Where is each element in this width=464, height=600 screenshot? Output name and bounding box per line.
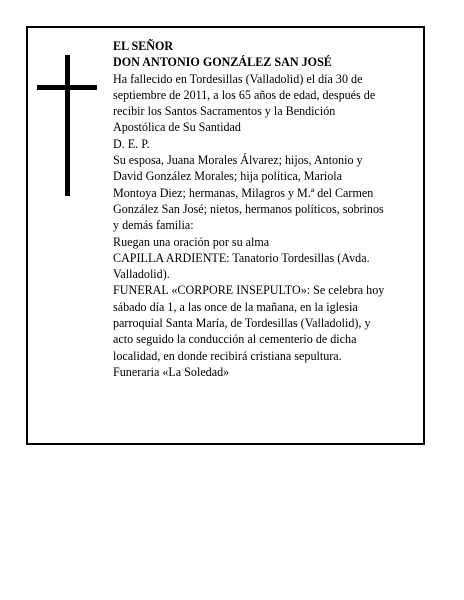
death-line: Ha fallecido en Tordesillas (Valladolid) el día 30 de	[113, 71, 363, 86]
funeral-line: sábado día 1, a las once de la mañana, en la iglesia	[113, 299, 358, 314]
family-line: y demás familia:	[113, 218, 194, 233]
family-line: Su esposa, Juana Morales Álvarez; hijos, Antonio y	[113, 153, 363, 168]
family-line: Montoya Diez; hermanas, Milagros y M.ª del Carmen	[113, 185, 374, 200]
chapel-line: Valladolid).	[113, 267, 170, 282]
death-announcement	[113, 71, 423, 136]
dep-line: D. E. P.	[113, 136, 150, 151]
funeral-line: localidad, en donde recibirá cristiana sepultura.	[113, 348, 342, 363]
family-list	[113, 152, 423, 233]
family-line: González San José; nietos, hermanos políticos, sobrinos	[113, 201, 384, 216]
chapel-info	[113, 250, 423, 283]
cross-icon-crossbar	[37, 85, 97, 90]
deceased-name: DON ANTONIO GONZÁLEZ SAN JOSÉ	[113, 55, 332, 70]
funeral-info	[113, 282, 423, 363]
death-line: recibir los Santos Sacramentos y la Bendición	[113, 104, 336, 119]
death-line: Apostólica de Su Santidad	[113, 120, 241, 135]
prayer-request: Ruegan una oración por su alma	[113, 234, 270, 249]
funeral-line: parroquial Santa María, de Tordesillas (Valladolid), y	[113, 316, 371, 331]
funeral-home: Funeraria «La Soledad»	[113, 364, 230, 379]
obituary-text	[113, 38, 423, 380]
funeral-line: acto seguido la conducción al cementerio de dicha	[113, 332, 357, 347]
funeral-line: FUNERAL «CORPORE INSEPULTO»: Se celebra hoy	[113, 283, 385, 298]
cross-icon	[65, 55, 70, 196]
death-line: septiembre de 2011, a los 65 años de edad, después de	[113, 87, 376, 102]
heading-title: EL SEÑOR	[113, 39, 174, 53]
chapel-line: CAPILLA ARDIENTE: Tanatorio Tordesillas (Avda.	[113, 250, 370, 265]
family-line: David González Morales; hija política, Mariola	[113, 169, 343, 184]
